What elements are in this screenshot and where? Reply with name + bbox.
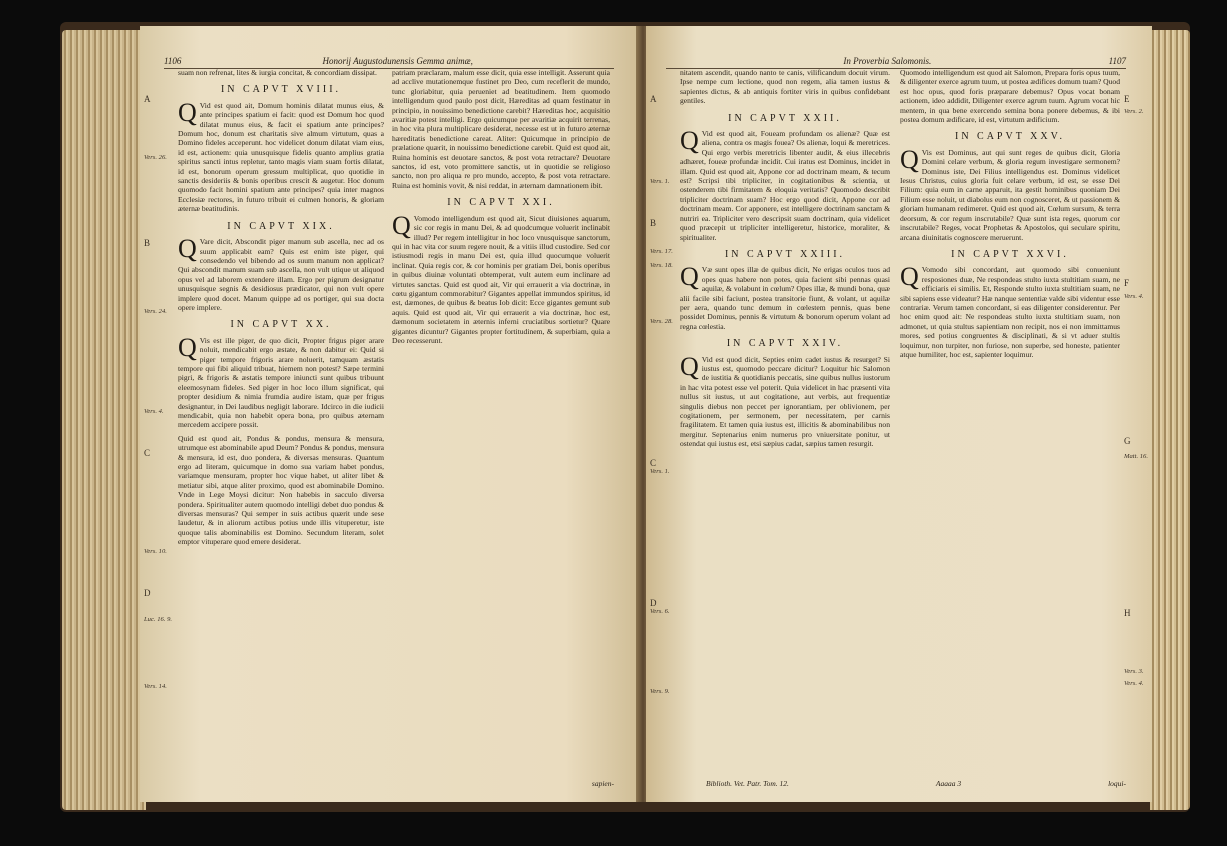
margin-ref: Vers. 26. xyxy=(144,154,167,161)
paragraph: Quomodo intelligendum est quod ait Salomon, Prepara foris opus tuum, & diligenter exerce agrum tuum, ut postea ædifices domum tuam? Quod est hoc opus, quod foris præparare debemus? Opus vocat bonam actionem, ideo addidit, Diligenter exerce agrum tuum. Agrum vocat hic mentem, in qua bene exercendo semina bona ponere debemus, & ibi postea domum ædificare, id est, virtutum ædificium. xyxy=(900,68,1120,125)
margin-ref: Vers. 18. xyxy=(650,262,673,269)
left-column-1 xyxy=(178,68,384,768)
margin-ref: Vers. 4. xyxy=(1124,293,1144,300)
paragraph: suam non refrenat, lites & iurgia concitat, & concordiam dissipat. xyxy=(178,68,377,77)
chapter-heading: IN CAPVT XXVI. xyxy=(951,248,1069,260)
drop-cap: Q xyxy=(900,144,919,174)
margin-letter: D xyxy=(144,588,151,598)
margin-ref: Matt. 16. xyxy=(1124,453,1148,460)
catchword: loqui- xyxy=(1108,779,1126,788)
margin-ref: Vers. 24. xyxy=(144,308,167,315)
margin-letter: G xyxy=(1124,436,1131,446)
chapter-heading: IN CAPVT XXI. xyxy=(447,197,555,209)
left-running-head xyxy=(164,56,614,66)
right-page-edges xyxy=(1150,30,1190,810)
margin-ref: Vers. 6. xyxy=(650,608,670,615)
chapter-heading: IN CAPVT XXII. xyxy=(728,112,842,124)
margin-letter: H xyxy=(1124,608,1131,618)
left-page xyxy=(140,26,640,802)
right-footer xyxy=(706,779,1126,788)
paragraph: Q Vid est quod dicit, Septies enim cadet iustus & resurget? Si iustus est, quomodo peccare dicitur? Loquitur hic Salomon de iustitia & quotidianis peccatis, sine quibus nullus iustorum in hac vita potest esse vel poterit. Quia videlicet in hac præsenti vita nullus sit iustus, ut aut cogitatione, aut verbis, aut frequentiæ singulis diebus non peccet per ignorantiam, per oblivionem, per cogitationem, per sermonem, per necessitatem, per carnis fragilitatem. Et tamen quia iustus est, illicitis & abominabilibus non mergitur. Septenarius enim numerus pro vniuersitate ponitur, ut ostendat qui iustus est, etsi sæpius cadat, sæpius tamen resurgit. xyxy=(680,351,890,449)
drop-cap: Q xyxy=(900,262,919,292)
margin-ref: Vers. 4. xyxy=(1124,680,1144,687)
footer-title: Biblioth. Vet. Patr. Tom. 12. xyxy=(706,779,789,788)
paragraph: Q Vid est quod ait, Foueam profundam os alienæ? Quæ est aliena, contra os magis fouea? Os alienæ, loqui & meretrices. Qui ergo verbis meretricis libenter audit, & eius illecebris adhæret, foueæ profundæ incidit. Cui iratus est Dominus, incidet in illam. Quid est quod ait, Appone cor ad doctrinam meam, & tecum est? Scripsi tibi tripliciter, in cogitationibus & scientia, ut ostenderem tibi firmitatem & eloquia veritatis? Quomodo describit tripliciter doctrinam suam? Hoc ergo quod dicit, Appone cor ad doctrinam meam. Cor apponere, est intelligere doctrinam sanctam & nutriri ea. Tripliciter vero descripsit suam doctrinam, quia videlicet quod præcepit ut tripliciter intelligeretur, historice, moraliter, & spiritualiter. xyxy=(680,126,890,242)
right-running-head xyxy=(666,56,1126,66)
margin-letter: A xyxy=(144,94,151,104)
margin-letter: F xyxy=(1124,278,1130,288)
chapter-heading: IN CAPVT XXV. xyxy=(954,131,1066,143)
chapter-heading: IN CAPVT XX. xyxy=(230,319,332,331)
paragraph: Q Vis est Dominus, aut qui sunt reges de quibus dicit, Gloria Domini celare verbum, & gloria regum investigare sermonem? Dominus iste, Dei Filius intelligendus est. Dominus videlicet Iesus Christus, cuius gloria fuit celare verbum, id est, se esse Dei Filium: quia eum in carne apparuit, ita gestit hominibus quoniam Dei Filium esse noluit, ut diabolus eum non cognosceret, & ut passionem & gloriam humanam redimeret. Quid est quod ait, Cœlum sursum, & terra deorsum, & cor regum inscrutabile? Quæ sunt ista reges, quorum cor inscrutabile? Reges, vocat Prophetas & Apostolos, qui seculare spiritu, arcana diuinitatis cognoscere meruerunt. xyxy=(900,144,1120,242)
left-running-title: Honorij Augustodunensis Gemma animæ, xyxy=(322,56,473,66)
paragraph: nitatem ascendit, quando nanto te canis, vilificandum docuit virum. Ipse nempe cum lectione, quod non regem, alia tamen iustus & sapientes dictus, & ab antiquis fortiter viris in quibus confidebant gentiles. xyxy=(680,68,890,106)
margin-ref: Luc. 16. 9. xyxy=(144,616,173,623)
margin-ref: Vers. 10. xyxy=(144,548,167,555)
margin-ref: Vers. 2. xyxy=(1124,108,1144,115)
left-page-edges xyxy=(62,30,146,810)
margin-letter: A xyxy=(650,94,657,104)
margin-ref: Vers. 4. xyxy=(144,408,164,415)
chapter-heading: IN CAPVT XVIII. xyxy=(220,84,342,96)
right-running-title: In Proverbia Salomonis. xyxy=(843,56,932,66)
paragraph: Q Vid est quod ait, Domum hominis dilatat munus eius, & ante principes spatium ei facit: quod est Domum hoc quod dilatat munus eius, & facit ei spatium ante principes? Domum hoc, donum est charitatis sive almum virtutum, quas a Domino fideles acceperunt. hoc videlicet donum dilatat viam eius, id est, actionem: quia unusquisque fidelis quanto amplius gratia spiritus sancti intus repletur, tanto magis viam suam fortis dilatat, id est, bonorum operum gressum multiplicat, quo quotidie in sanctis desideriis & bonis operibus crescit & augetur. Hoc donum quomodo facit homini spatium ante principes? quia inter magnos Ecclesiæ rectores, in futuro tribuit ei culmen honoris, & gloriam æternæ beatitudinis. xyxy=(178,97,384,214)
margin-ref: Vers. 1. xyxy=(650,468,670,475)
right-page xyxy=(646,26,1152,802)
paragraph: patriam præclaram, malum esse dicit, quia esse intelligit. Asserunt quia ad acclive mutationemque fustinet pro Deo, cum receflerit de mundo, tunc gloriabitur, quia perueniet ad beatitudinem. Item quomodo intelligendum quod paulo post dicit, Hæreditas ad quam festinatur in principio, in nouissimo benedictione carebit? Hæreditas hoc, acquisitio avaritiæ potest intelligi. Ergo quicumque per avaritiæ acquirit terrenas, in hoc vita plura multiplicare desiderat, necesse est ut in futuro æternæ hæreditatis benedictione careat. Aliter: Quicumque in principio de prælatione quærit, in nouissimo benedictione carebit. Quid est quod ait, Ruina hominis est deuotare sanctos, & post vota retractare? Deuotare sanctos, id est, voto promittere sanctis, ut in quotidie se religioso sancto, non pro aliqua re pro mundo, accepto, & post vota retractare. Ruina est hominis vovit, & nisi reddat, in æternam damnationem ibit. xyxy=(392,68,610,190)
margin-ref: Vers. 17. xyxy=(650,248,673,255)
paragraph: Q Vomodo intelligendum est quod ait, Sicut diuisiones aquarum, sic cor regis in manu Dei, & ad quodcumque voluerit inclinabit illud? Per regem intelligitur in hoc loco vnusquisque sanctorum, qui in hac vita cor suum regere nouit, & a vitiis illud custodire. Sed cor istiusmodi regis in manu Dei est, quia illud quocumque voluerit inclinat. Quia regis cor, & cor hominis per gratiam Dei, bonis operibus in quibus diuinæ voluntati obtemperat, vult autem eum inclinare ad virtutes sanctas. Quid est quod ait, Vir qui errauerit a via doctrinæ, in cœtu gigantum commorabitur? Gigantes appellat immundos spiritus, id est, dæmones, de quibus & beatus Iob dicit: Ecce gigantes gemunt sub aquis. Quid est quod ait, Vir qui errauerit a via doctrinæ, hoc est, dæmonum societatem in æternis inferni cruciatibus sortietur? Quare gigantes dicuntur? Gigantes propter fortitudinem, & superbiam, quia a Deo recesserunt. xyxy=(392,210,610,345)
margin-ref: Vers. 28. xyxy=(650,318,673,325)
left-page-number: 1106 xyxy=(164,56,182,66)
chapter-heading: IN CAPVT XXIII. xyxy=(724,248,846,260)
margin-letter: B xyxy=(144,238,151,248)
drop-cap: Q xyxy=(680,262,699,292)
left-column-2 xyxy=(392,68,610,768)
drop-cap: Q xyxy=(178,97,197,127)
margin-ref: Vers. 1. xyxy=(650,178,670,185)
drop-cap: Q xyxy=(178,234,197,264)
right-column-2 xyxy=(900,68,1120,768)
right-page-number: 1107 xyxy=(1108,56,1126,66)
right-column-1 xyxy=(680,68,890,768)
paragraph: Q Vomodo sibi concordant, aut quomodo sibi conueniunt resposiones duæ, Ne respondeas stulto iuxta stultitiam suam, ne efficiaris ei similis. Et, Responde stulto iuxta stultitiam suam, ne sibi sapiens esse videatur? Hæ nanque sententiæ valde sibi videntur esse contrariæ. Verum tamen concordant, si eas diligenter considerentur. Per hoc enim quod ait: Ne respondeas stulto iuxta stultitiam suam, non admonet, ut quia stultus sapientiam non recipit, nos ei non immittamus mores, sed potius congruentes & disciplinati, & si vt aduer stultis loquimur, non turpiter, non furiose, non superbe, sed honeste, patienter atque humiliter, hoc est, sapienter loquimur. xyxy=(900,262,1120,359)
margin-ref: Vers. 14. xyxy=(144,683,167,690)
left-catchword: sapien- xyxy=(591,779,614,788)
margin-ref: Vers. 3. xyxy=(1124,668,1144,675)
margin-letter: C xyxy=(650,458,657,468)
margin-letter: E xyxy=(1124,94,1130,104)
signature-mark: Aaaaa 3 xyxy=(935,779,962,788)
paragraph: Q Væ sunt opes illæ de quibus dicit, Ne erigas oculos tuos ad opes quas habere non potes, quia facient sibi pennas quasi aquilæ, & volabunt in cœlum? Opes illæ, & mundi bona, quæ alii facile sibi faciunt, postea transitorie fiunt, & volant, ut aquilæ per aera, quando tunc demum in cœlestem pennis, quas bene possidet Dominus, pennis & virtutum & bonorum operum volant ad regna cœlestia. xyxy=(680,262,890,331)
drop-cap: Q xyxy=(392,210,411,240)
chapter-heading: IN CAPVT XIX. xyxy=(227,220,335,232)
paragraph: Q Vare dicit, Abscondit piger manum sub ascella, nec ad os suum applicabit eam? Quis est enim iste piger, qui consedendo vel bibendo ad os suum manum non applicat? Qui abscondit manum suam sub ascella, non vult utique ut aliquod opus vel ad laborem extendere illam. Ergo per pigrum designatur unusquisque segnis & desidiosus prædicator, qui non vult opere implere quod docet. Manum quippe ad os portiger, qui sua docta opere implere. xyxy=(178,234,384,312)
paragraph: Quid est quod ait, Pondus & pondus, mensura & mensura, utrumque est abominabile apud Deum? Pondus & pondus, mensura & mensura, id est, duo pondera, & diversas mensuras. Quantum ergo ad literam, quicumque in domo sua variam habet pondus, variamque mensuram, propter hoc vique habet, ut aliter libet & metiatur sibi, atque aliter proximo, quod est abominabile Domino. Vnde in Lege Moysi dicitur: Non habebis in sacculo diversa pondera. Spiritualiter autem quomodo intelligi debet duo pondus & diversas mensuras? Qui semper in suis actibus quærit unde sese laudetur, & in aliorum actibus potius unde illis vituperetur, iste quoque talis abominabilis est Domino. Secundum literam, solet emptor vituperare quod emere desiderat. xyxy=(178,433,384,547)
margin-letter: D xyxy=(650,598,657,608)
margin-letter: C xyxy=(144,448,151,458)
paragraph: Q Vis est ille piger, de quo dicit, Propter frigus piger arare noluit, mendicabit ergo æstate, & non dabitur ei: Quid si piger tempore frigoris arare noluerit, tamquam æstatis tempore qui fibi aliquid tribuat, hiemem non potest? Sæpe termini pigri, & frigoris & æstatis tempore iniuncti sunt quibus tribuunt eleemosynam fideles. Sed piger in hoc loco illum significat, qui propter desidium & nimia frumdia audire istam, quæ per frigus designantur, in Dei laudibus negligit laborare. Idcirco in die iudicii mendicabit, quia non habebit opera bona, pro quibus æternam mercedem accipere possit. xyxy=(178,332,384,430)
drop-cap: Q xyxy=(680,126,699,156)
drop-cap: Q xyxy=(680,351,699,381)
margin-ref: Vers. 9. xyxy=(650,688,670,695)
margin-letter: B xyxy=(650,218,657,228)
chapter-heading: IN CAPVT XXIV. xyxy=(726,338,844,350)
drop-cap: Q xyxy=(178,332,197,362)
